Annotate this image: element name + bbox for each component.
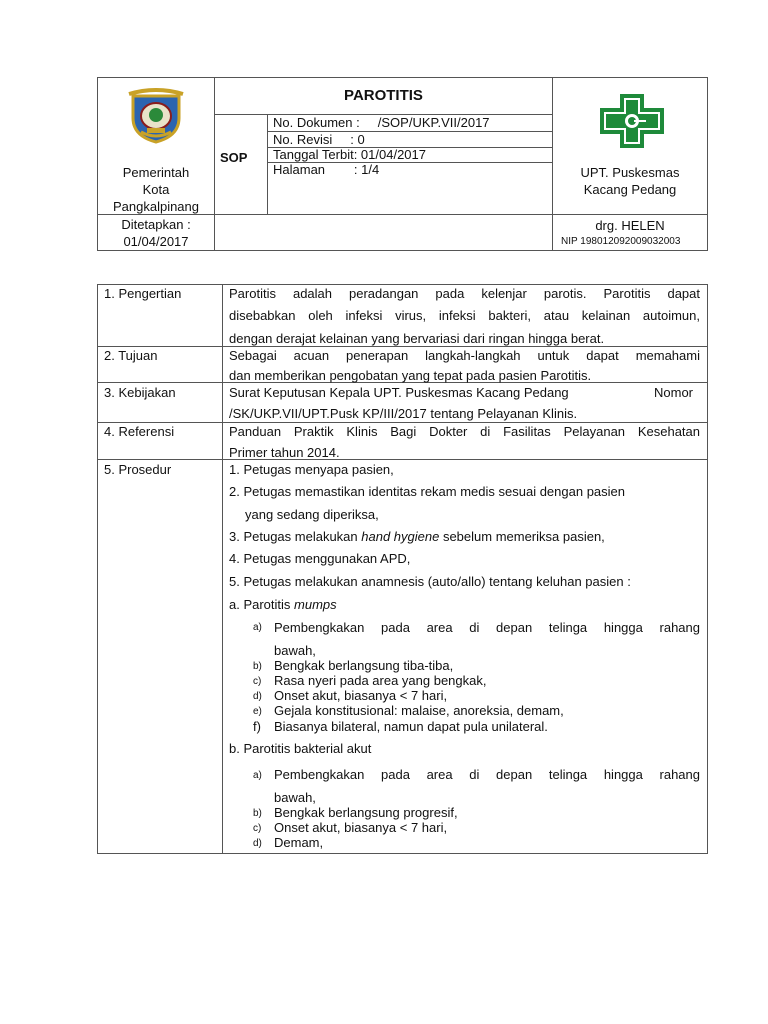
step-3-post: sebelum memeriksa pasien, xyxy=(439,529,605,544)
mumps-c-text: Rasa nyeri pada area yang bengkak, xyxy=(274,673,487,688)
referensi-line-2: Primer tahun 2014. xyxy=(229,445,340,460)
kebijakan-line-1-right: Nomor xyxy=(654,385,694,400)
no-dokumen: No. Dokumen : /SOP/UKP.VII/2017 xyxy=(273,115,490,130)
mumps-f-text: Biasanya bilateral, namun dapat pula unilateral. xyxy=(274,719,548,734)
puskesmas-name: UPT. Puskesmas Kacang Pedang xyxy=(580,165,680,197)
bakterial-heading: b. Parotitis bakterial akut xyxy=(229,741,372,756)
tanggal-terbit: Tanggal Terbit: 01/04/2017 xyxy=(273,147,426,162)
bakterial-c-text: Onset akut, biasanya < 7 hari, xyxy=(274,820,448,835)
tujuan-line-2: dan memberikan pengobatan yang tepat pada pasien Parotitis. xyxy=(229,368,592,383)
mumps-d-label: d) xyxy=(253,691,262,702)
mumps-a-label: a) xyxy=(253,622,262,633)
mumps-heading xyxy=(229,597,337,613)
bakterial-d-text: Demam, xyxy=(274,835,324,850)
bakterial-b-label: b) xyxy=(253,808,262,819)
kebijakan-line-2: /SK/UKP.VII/UPT.Pusk KP/III/2017 tentang Pelayanan Klinis. xyxy=(229,406,578,421)
label-pengertian: 1. Pengertian xyxy=(104,286,182,301)
mumps-heading-em: mumps xyxy=(294,597,337,612)
step-5: 5. Petugas melakukan anamnesis (auto/allo) tentang keluhan pasien : xyxy=(229,574,631,589)
tujuan-line-1: Sebagai acuan penerapan langkah-langkah untuk dapat memahami xyxy=(229,348,700,363)
step-1: 1. Petugas menyapa pasien, xyxy=(229,462,394,477)
signer-nip: NIP 198012092009032003 xyxy=(561,236,681,247)
mumps-f-label: f) xyxy=(253,719,261,734)
mumps-b-label: b) xyxy=(253,661,262,672)
step-2-line-2: yang sedang diperiksa, xyxy=(245,507,379,522)
halaman: Halaman : 1/4 xyxy=(273,162,380,177)
pengertian-line-1: Parotitis adalah peradangan pada kelenjar parotis. Parotitis dapat xyxy=(229,286,700,301)
step-3 xyxy=(229,529,605,545)
pengertian-line-3: dengan derajat kelainan yang bervariasi dari ringan hingga berat. xyxy=(229,331,605,346)
document-title: PAROTITIS xyxy=(344,87,423,104)
mumps-heading-pre: a. Parotitis xyxy=(229,597,295,612)
label-kebijakan: 3. Kebijakan xyxy=(104,385,176,400)
kebijakan-line-1-left: Surat Keputusan Kepala UPT. Puskesmas Kacang Pedang xyxy=(229,385,569,400)
bakterial-a-text: Pembengkakan pada area di depan telinga hingga rahang xyxy=(274,767,700,782)
bakterial-a-label: a) xyxy=(253,770,262,781)
no-revisi: No. Revisi : 0 xyxy=(273,132,365,147)
mumps-a-text: Pembengkakan pada area di depan telinga hingga rahang xyxy=(274,620,700,635)
mumps-d-text: Onset akut, biasanya < 7 hari, xyxy=(274,688,448,703)
label-tujuan: 2. Tujuan xyxy=(104,348,158,363)
bakterial-c-label: c) xyxy=(253,823,262,834)
sop-label: SOP xyxy=(220,150,248,165)
puskesmas-logo xyxy=(600,94,664,148)
label-referensi: 4. Referensi xyxy=(104,424,175,439)
step-4: 4. Petugas menggunakan APD, xyxy=(229,551,411,566)
bakterial-a-cont: bawah, xyxy=(274,790,316,805)
city-crest-logo xyxy=(125,88,187,144)
mumps-a-cont: bawah, xyxy=(274,643,316,658)
mumps-e-label: e) xyxy=(253,706,262,717)
mumps-e-text: Gejala konstitusional: malaise, anoreksia, demam, xyxy=(274,703,564,718)
ditetapkan: Ditetapkan : 01/04/2017 xyxy=(121,217,191,249)
step-3-pre: 3. Petugas melakukan xyxy=(229,529,362,544)
step-3-em: hand hygiene xyxy=(361,529,440,544)
signer-name: drg. HELEN xyxy=(595,218,665,233)
mumps-c-label: c) xyxy=(253,676,262,687)
bakterial-b-text: Bengkak berlangsung progresif, xyxy=(274,805,458,820)
label-prosedur: 5. Prosedur xyxy=(104,462,172,477)
step-2-line-1: 2. Petugas memastikan identitas rekam medis sesuai dengan pasien xyxy=(229,484,625,499)
mumps-b-text: Bengkak berlangsung tiba-tiba, xyxy=(274,658,454,673)
bakterial-d-label: d) xyxy=(253,838,262,849)
referensi-line-1: Panduan Praktik Klinis Bagi Dokter di Fasilitas Pelayanan Kesehatan xyxy=(229,424,700,439)
org-name: Pemerintah Kota Pangkalpinang xyxy=(112,165,200,214)
pengertian-line-2: disebabkan oleh infeksi virus, infeksi bakteri, atau kelainan autoimun, xyxy=(229,308,700,323)
